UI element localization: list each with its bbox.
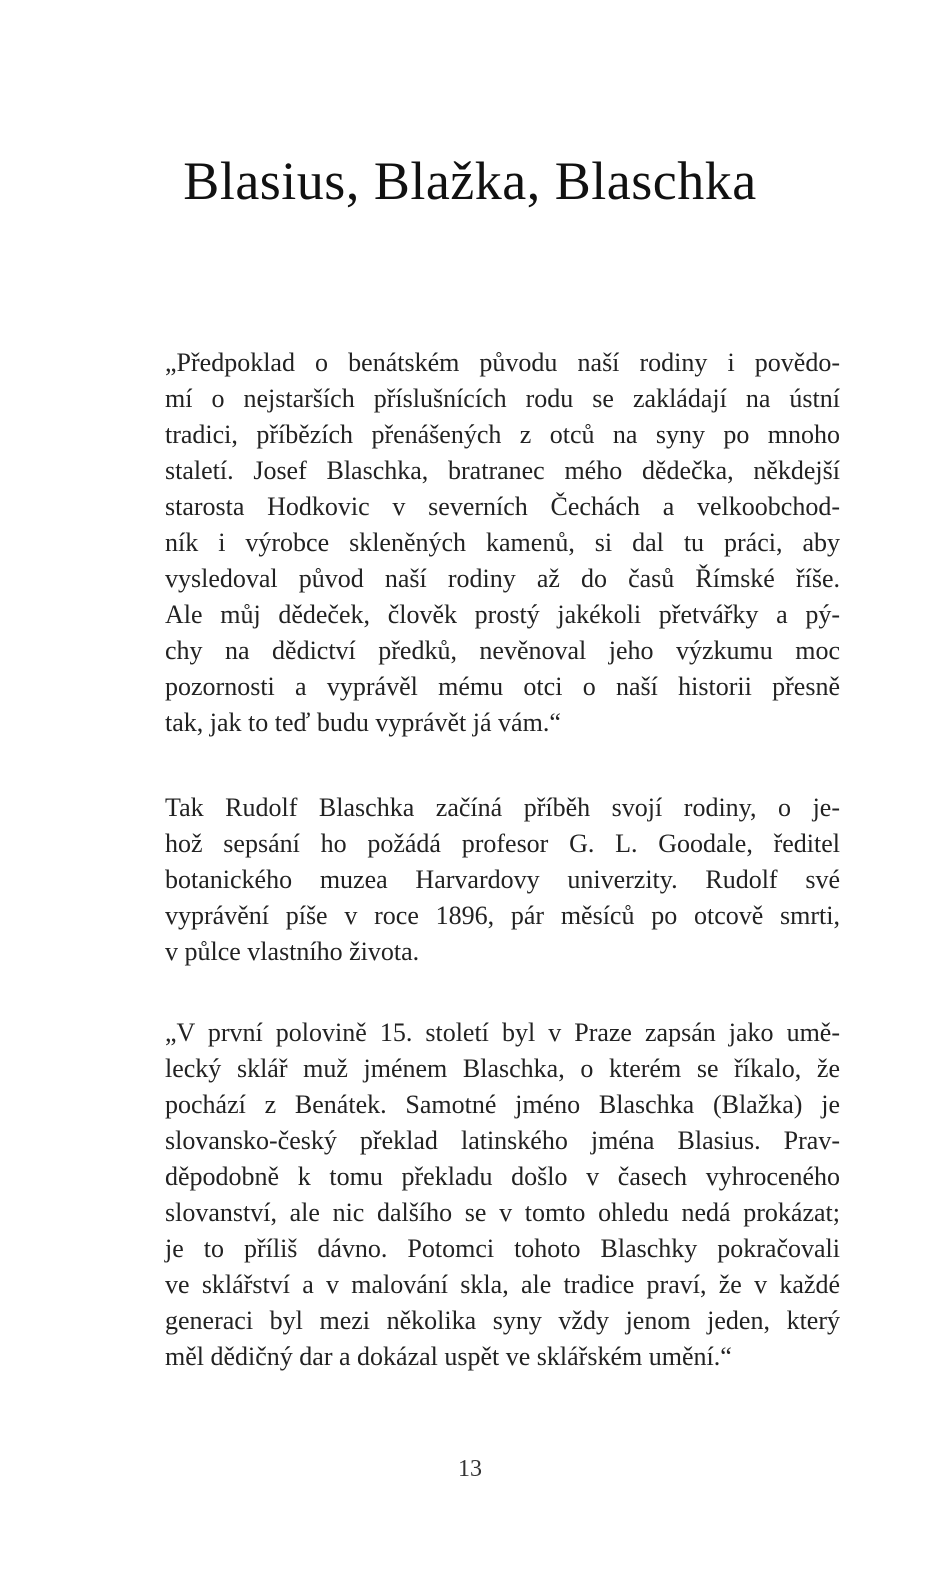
text-line: je to příliš dávno. Potomci tohoto Blaschky pokračovali [165, 1234, 840, 1263]
text-line: hož sepsání ho požádá profesor G. L. Goodale, ředitel [165, 829, 840, 858]
text-line: tradici, příbězích přenášených z otců na syny po mnoho [165, 420, 840, 449]
text-line: „Předpoklad o benátském původu naší rodiny i povědo- [165, 348, 840, 377]
text-line: ve sklářství a v malování skla, ale tradice praví, že v každé [165, 1270, 840, 1299]
text-line: Ale můj dědeček, člověk prostý jakékoli přetvářky a pý- [165, 600, 840, 629]
paragraph-narrative [165, 790, 840, 970]
text-line: starosta Hodkovic v severních Čechách a velkoobchod- [165, 492, 840, 521]
text-line: pochází z Benátek. Samotné jméno Blaschka (Blažka) je [165, 1090, 840, 1119]
text-line: chy na dědictví předků, nevěnoval jeho výzkumu moc [165, 636, 840, 665]
text-line: staletí. Josef Blaschka, bratranec mého dědečka, někdejší [165, 456, 840, 485]
text-line: tak, jak to teď budu vyprávět já vám.“ [165, 708, 561, 737]
paragraph-quote-2 [165, 1015, 840, 1375]
text-line: měl dědičný dar a dokázal uspět ve sklářském umění.“ [165, 1342, 732, 1371]
text-line: vysledoval původ naší rodiny až do časů Římské říše. [165, 564, 840, 593]
page-number: 13 [458, 1456, 482, 1482]
text-line: botanického muzea Harvardovy univerzity. Rudolf své [165, 865, 840, 894]
text-line: „V první polovině 15. století byl v Praze zapsán jako umě- [165, 1018, 840, 1047]
text-line: vyprávění píše v roce 1896, pár měsíců po otcově smrti, [165, 901, 840, 930]
paragraph-quote-1 [165, 345, 840, 741]
text-line: děpodobně k tomu překladu došlo v časech vyhroceného [165, 1162, 840, 1191]
text-line: ník i výrobce skleněných kamenů, si dal tu práci, aby [165, 528, 840, 557]
text-line: generaci byl mezi několika syny vždy jenom jeden, který [165, 1306, 840, 1335]
text-line: pozornosti a vyprávěl mému otci o naší historii přesně [165, 672, 840, 701]
text-line: Tak Rudolf Blaschka začíná příběh svojí rodiny, o je- [165, 793, 840, 822]
text-line: lecký sklář muž jménem Blaschka, o kterém se říkalo, že [165, 1054, 840, 1083]
text-line: v půlce vlastního života. [165, 937, 420, 966]
text-line: slovanství, ale nic dalšího se v tomto ohledu nedá prokázat; [165, 1198, 840, 1227]
chapter-title: Blasius, Blažka, Blaschka [183, 151, 757, 211]
text-line: mí o nejstarších příslušnících rodu se zakládají na ústní [165, 384, 840, 413]
text-line: slovansko-český překlad latinského jména Blasius. Prav- [165, 1126, 840, 1155]
